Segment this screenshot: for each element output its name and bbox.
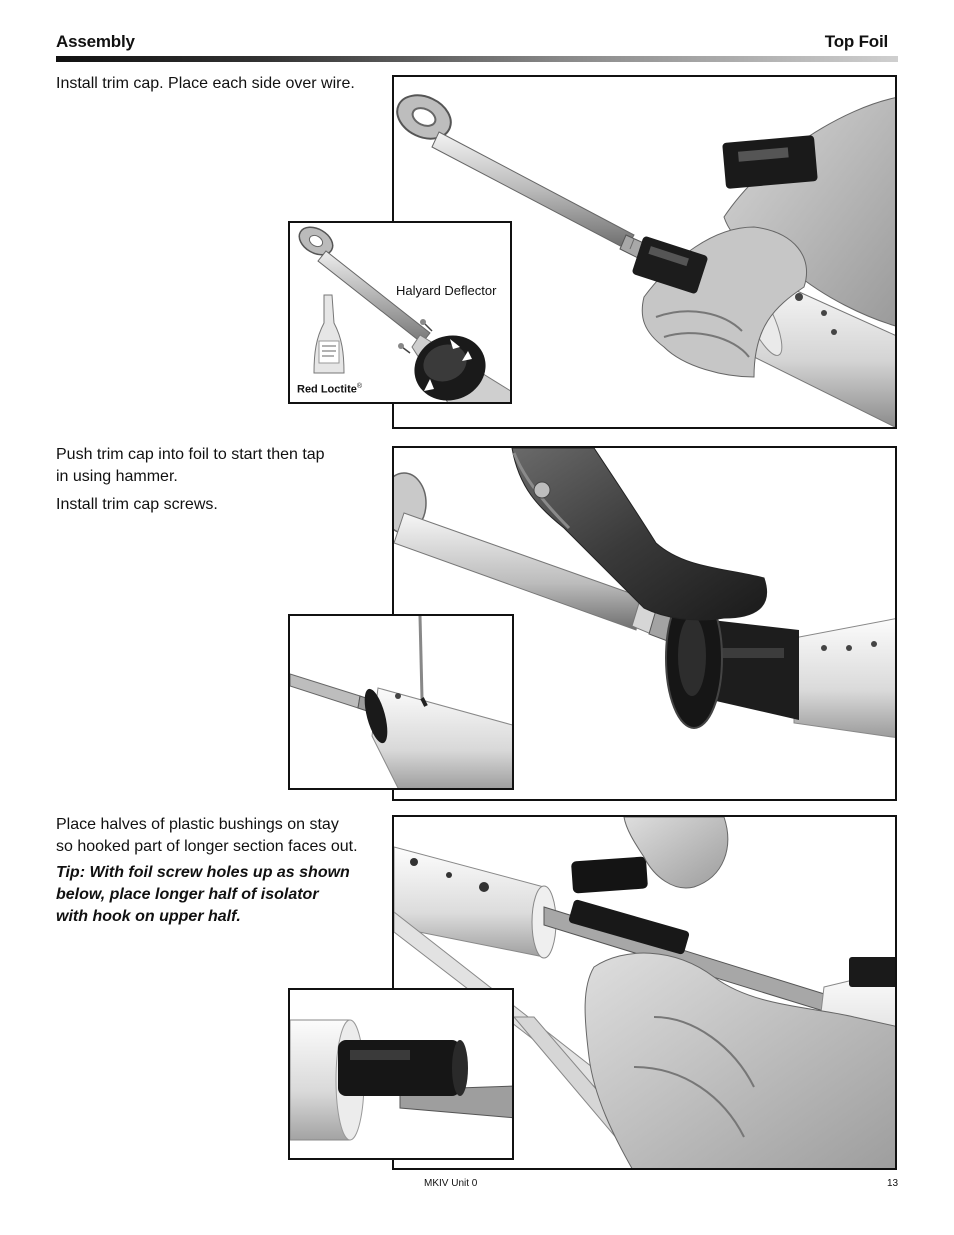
- step-3-text: Place halves of plastic bushings on stay so hooked part of longer section faces out. Tip: With foil screw holes up as shown below, place longer half of isolator with hook on upper half.: [56, 814, 386, 928]
- step-3-inset: [288, 988, 514, 1160]
- step-1-text: Install trim cap. Place each side over wire.: [56, 75, 355, 92]
- step-1-inset: [288, 221, 512, 404]
- header-rule: [56, 56, 898, 62]
- footer-doc: MKIV Unit 0: [424, 1178, 478, 1189]
- page-number: 13: [887, 1178, 899, 1189]
- halyard-deflector-label: Halyard Deflector: [396, 283, 497, 298]
- page-title: Top Foil: [824, 32, 888, 51]
- step-2-inset: [288, 614, 514, 790]
- red-loctite-label: Red Loctite®: [297, 383, 363, 396]
- step-2-text: Push trim cap into foil to start then tap in using hammer. Install trim cap screws.: [56, 446, 325, 513]
- tip-text: Tip: With foil screw holes up as shown: [56, 864, 350, 881]
- section-title: Assembly: [56, 32, 135, 51]
